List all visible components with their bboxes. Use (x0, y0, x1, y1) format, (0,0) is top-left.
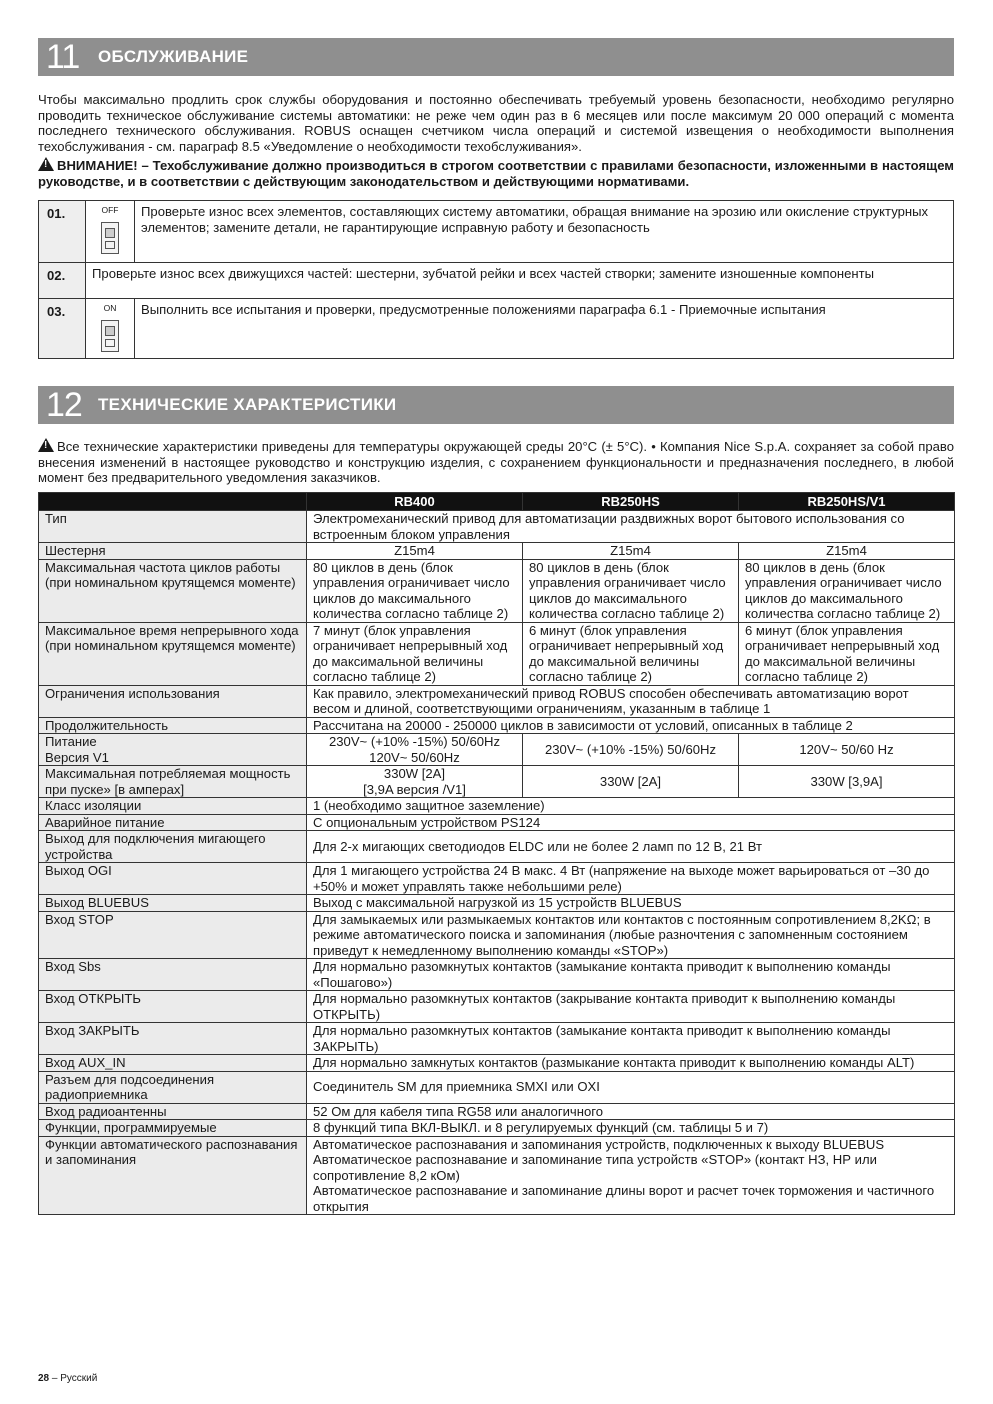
specs-intro: !Все технические характеристики приведены для температуры окружающей среды 20°C (± 5°C). • Компания Nice S.p.A. сохраняет за собой право внесения изменений в настоящее руководство и конструкцию изделия, с сохранением функциональности и предназначения последнего, в любой момент без предварительного уведомления заказчиков. (38, 438, 954, 486)
spec-label: Разъем для подсоединения радиоприемника (39, 1071, 307, 1103)
table-row (39, 511, 955, 543)
step-text: Проверьте износ всех движущихся частей: шестерни, зубчатой рейки и всех частей створки; замените изношенные компоненты (86, 263, 954, 299)
column-header: RB250HS/V1 (739, 492, 955, 511)
header-blank (39, 492, 307, 511)
spec-value: 230V~ (+10% -15%) 50/60Hz 120V~ 50/60Hz (307, 734, 523, 766)
table-row (39, 622, 955, 685)
spec-label: Выход OGI (39, 863, 307, 895)
section-number: 11 (46, 38, 80, 76)
spec-value: С опциональным устройством PS124 (307, 814, 955, 831)
spec-value: 120V~ 50/60 Hz (739, 734, 955, 766)
spec-value: 330W [2A] (523, 766, 739, 798)
spec-value: Для нормально разомкнутых контактов (замыкание контакта приводит к выполнению команды ЗАКРЫТЬ) (307, 1023, 955, 1055)
spec-label: Шестерня (39, 543, 307, 560)
spec-label: Класс изоляции (39, 798, 307, 815)
table-row (39, 685, 955, 717)
table-row (39, 959, 955, 991)
table-row (39, 911, 955, 959)
spec-value: Соединитель SM для приемника SMXI или OXI (307, 1071, 955, 1103)
spec-label: Максимальное время непрерывного хода (при номинальном крутящемся моменте) (39, 622, 307, 685)
spec-label: Выход для подключения мигающего устройства (39, 831, 307, 863)
spec-label: Тип (39, 511, 307, 543)
spec-label: Функции автоматического распознавания и запоминания (39, 1136, 307, 1215)
spec-label: Вход радиоантенны (39, 1103, 307, 1120)
spec-label: Продолжительность (39, 717, 307, 734)
step-text: Выполнить все испытания и проверки, предусмотренные положениями параграфа 6.1 - Приемочные испытания (135, 299, 954, 359)
spec-label: Максимальная потребляемая мощность при пуске» [в амперах] (39, 766, 307, 798)
spec-value: Для замыкаемых или размыкаемых контактов или контактов с постоянным сопротивлением 8,2KΩ; в режиме автоматического поиска и запоминания (любые разночтения с запомненным состоянием приведут к немедленному выполнению команды «STOP») (307, 911, 955, 959)
footer-language: – Русский (51, 1373, 98, 1384)
table-row (39, 1120, 955, 1137)
spec-value: Для нормально замкнутых контактов (размыкание контакта приводит к выполнению команды ALT) (307, 1055, 955, 1072)
breaker-on-icon: ON (86, 299, 135, 359)
step-number: 02. (39, 263, 86, 299)
page-number: 28 (38, 1373, 50, 1384)
spec-label: Вход ОТКРЫТЬ (39, 991, 307, 1023)
spec-value: Для 2-х мигающих светодиодов ELDC или не более 2 ламп по 12 В, 21 Вт (307, 831, 955, 863)
spec-value: Как правило, электромеханический привод ROBUS способен обеспечивать автоматизацию ворот весом и длиной, соответствующими ограничениям, указанным в таблице 1 (307, 685, 955, 717)
spec-value: 80 циклов в день (блок управления ограничивает число циклов до максимального количества согласно таблице 2) (523, 559, 739, 622)
spec-value: 330W [3,9A] (739, 766, 955, 798)
table-row (39, 863, 955, 895)
spec-label: Выход BLUEBUS (39, 895, 307, 912)
spec-value: 6 минут (блок управления ограничивает непрерывный ход до максимальной величины согласно таблице 2) (523, 622, 739, 685)
spec-label: Вход Sbs (39, 959, 307, 991)
spec-value: 1 (необходимо защитное заземление) (307, 798, 955, 815)
spec-value: 330W [2A] [3,9A версия /V1] (307, 766, 523, 798)
spec-value: 6 минут (блок управления ограничивает непрерывный ход до максимальной величины согласно таблице 2) (739, 622, 955, 685)
spec-value: 80 циклов в день (блок управления ограничивает число циклов до максимального количества согласно таблице 2) (307, 559, 523, 622)
step-text: Проверьте износ всех элементов, составляющих систему автоматики, обращая внимание на эрозию или окисление структурных элементов; замените детали, не гарантирующие исправную работу и безопасность (135, 201, 954, 263)
spec-label: Вход STOP (39, 911, 307, 959)
section-title: ОБСЛУЖИВАНИЕ (98, 47, 249, 66)
spec-value: Выход с максимальной нагрузкой из 15 устройств BLUEBUS (307, 895, 955, 912)
table-row (39, 895, 955, 912)
spec-value: 8 функций типа ВКЛ-ВЫКЛ. и 8 регулируемых функций (см. таблицы 5 и 7) (307, 1120, 955, 1137)
step-number: 01. (39, 201, 86, 263)
table-row (39, 201, 954, 263)
spec-value: Для 1 мигающего устройства 24 В макс. 4 Вт (напряжение на выходе может варьироваться от –30 до +50% и может управлять также небольшими реле) (307, 863, 955, 895)
spec-value: Электромеханический привод для автоматизации раздвижных ворот бытового использования со встроенным блоком управления (307, 511, 955, 543)
table-row (39, 814, 955, 831)
table-row (39, 798, 955, 815)
spec-label: Питание Версия V1 (39, 734, 307, 766)
section-number: 12 (46, 386, 82, 424)
spec-value: Рассчитана на 20000 - 250000 циклов в зависимости от условий, описанных в таблице 2 (307, 717, 955, 734)
table-row (39, 559, 955, 622)
table-row (39, 1136, 955, 1215)
warning-icon (38, 438, 54, 452)
maintenance-intro: Чтобы максимально продлить срок службы оборудования и постоянно обеспечивать требуемый уровень безопасности, необходимо регулярно проводить техническое обслуживание системы автоматики: не реже чем один раз в 6 месяцев или после максимум 20 000 операций с момента последнего технического обслуживания. ROBUS оснащен счетчиком числа операций и системой извещения о необходимости выполнения техобслуживания - см. параграф 8.5 «Уведомление о необходимости техобслуживания». (38, 92, 954, 154)
warning-icon (38, 157, 54, 171)
table-row (39, 1023, 955, 1055)
spec-label: Функции, программируемые (39, 1120, 307, 1137)
maintenance-steps-table (38, 200, 954, 359)
table-row (39, 543, 955, 560)
section-11-header (38, 38, 954, 76)
table-row (39, 991, 955, 1023)
spec-value: 7 минут (блок управления ограничивает непрерывный ход до максимальной величины согласно таблице 2) (307, 622, 523, 685)
spec-label: Ограничения использования (39, 685, 307, 717)
column-header: RB400 (307, 492, 523, 511)
spec-value: Z15m4 (523, 543, 739, 560)
maintenance-warning: !ВНИМАНИЕ! – Техобслуживание должно производиться в строгом соответствии с правилами безопасности, изложенными в настоящем руководстве, и в соответствии с действующим законодательством и действующими нормативами. (38, 157, 954, 189)
table-row (39, 766, 955, 798)
step-number: 03. (39, 299, 86, 359)
breaker-off-icon: OFF (86, 201, 135, 263)
spec-value: Z15m4 (739, 543, 955, 560)
column-header: RB250HS (523, 492, 739, 511)
table-row (39, 1103, 955, 1120)
page-footer (38, 1373, 97, 1384)
spec-value: Для нормально разомкнутых контактов (закрывание контакта приводит к выполнению команды ОТКРЫТЬ) (307, 991, 955, 1023)
spec-label: Вход ЗАКРЫТЬ (39, 1023, 307, 1055)
specs-table (38, 492, 955, 1216)
section-title: ТЕХНИЧЕСКИЕ ХАРАКТЕРИСТИКИ (98, 395, 397, 414)
spec-value: 80 циклов в день (блок управления ограничивает число циклов до максимального количества согласно таблице 2) (739, 559, 955, 622)
spec-label: Аварийное питание (39, 814, 307, 831)
table-row (39, 1055, 955, 1072)
table-row (39, 734, 955, 766)
table-row (39, 1071, 955, 1103)
table-row (39, 831, 955, 863)
table-row (39, 717, 955, 734)
section-12-header (38, 386, 954, 424)
spec-label: Максимальная частота циклов работы (при номинальном крутящемся моменте) (39, 559, 307, 622)
spec-value: 52 Ом для кабеля типа RG58 или аналогичного (307, 1103, 955, 1120)
spec-value: Для нормально разомкнутых контактов (замыкание контакта приводит к выполнению команды «Пошагово») (307, 959, 955, 991)
table-row (39, 299, 954, 359)
spec-value: Z15m4 (307, 543, 523, 560)
spec-value: 230V~ (+10% -15%) 50/60Hz (523, 734, 739, 766)
table-header-row (39, 492, 955, 511)
table-row (39, 263, 954, 299)
spec-label: Вход AUX_IN (39, 1055, 307, 1072)
spec-value: Автоматическое распознавания и запоминания устройств, подключенных к выходу BLUEBUS Автоматическое распознавание и запоминание типа устройств «STOP» (контакт НЗ, НР или сопротивление 8,2 кОм) Автоматическое распознавание и запоминание длины ворот и расчет точек торможения и частичного открытия (307, 1136, 955, 1215)
